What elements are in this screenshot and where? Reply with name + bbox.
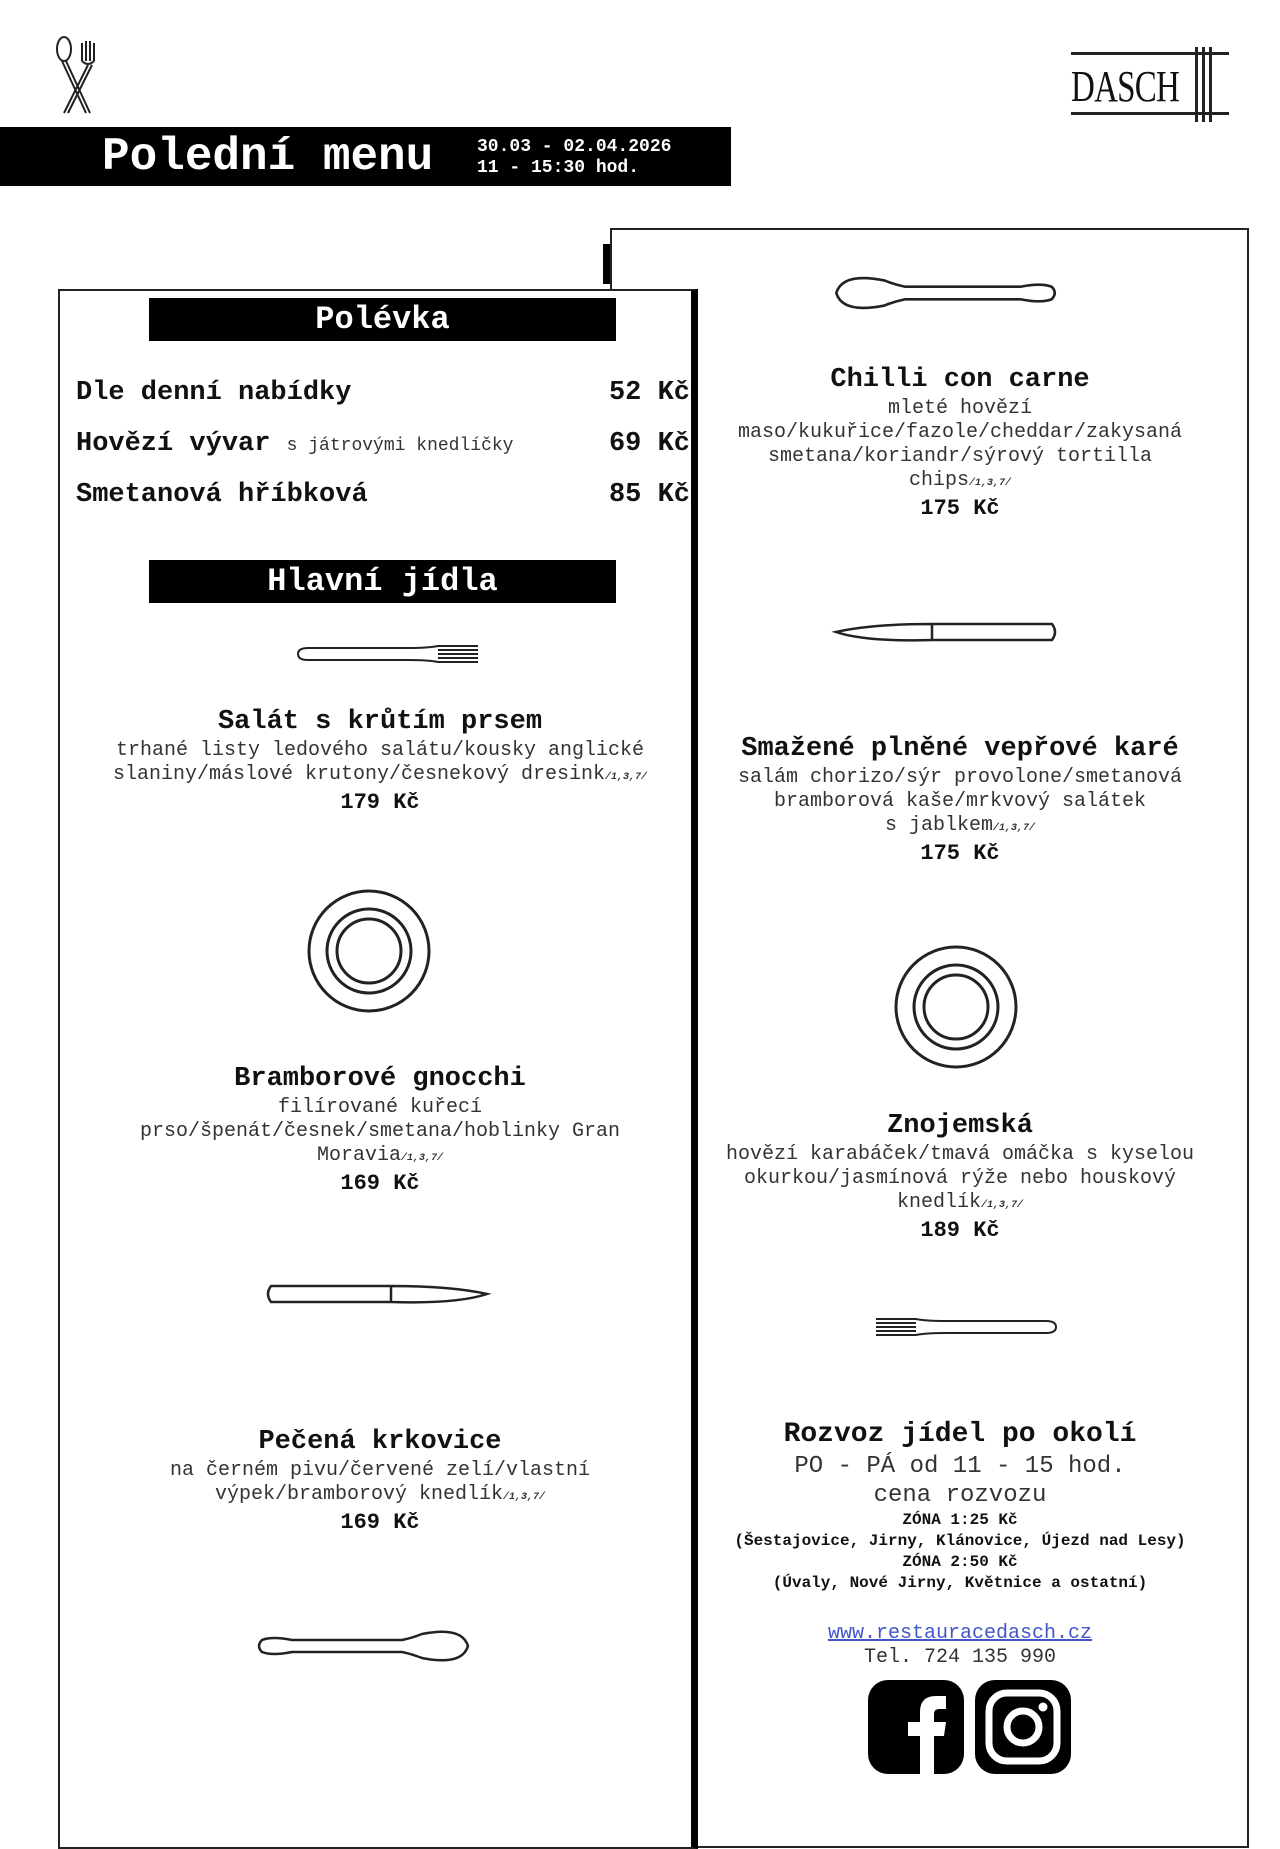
fork-icon: [870, 1313, 1062, 1341]
cutlery-icon: [50, 35, 108, 115]
plate-icon: [305, 887, 433, 1015]
menu-item: Znojemská hovězí karabáček/tmavá omáčka s kyselou okurkou/jasmínová rýže nebo houskový knedlík/1,3,7/ 189 Kč: [725, 1111, 1195, 1243]
menu-item: Bramborové gnocchi filírované kuřecí prso/špenát/česnek/smetana/hoblinky Gran Moravia/1,3,7/ 169 Kč: [139, 1064, 621, 1196]
page-title: Polední menu: [102, 131, 434, 183]
spoon-icon: [832, 270, 1058, 316]
instagram-icon[interactable]: [975, 1680, 1071, 1774]
phone-number: Tel. 724 135 990: [863, 1646, 1057, 1669]
knife-icon: [830, 614, 1058, 648]
knife-icon: [265, 1276, 493, 1310]
menu-item: Pečená krkovice na černém pivu/červené zelí/vlastní výpek/bramborový knedlík/1,3,7/ 169 Kč: [169, 1427, 591, 1535]
menu-dates: 30.03 - 02.04.2026 11 - 15:30 hod.: [477, 137, 672, 178]
menu-banner: [0, 127, 731, 186]
spoon-icon: [256, 1624, 472, 1668]
menu-item: Smažené plněné vepřové karé salám chorizo/sýr provolone/smetanová bramborová kaše/mrkvový salátek s jablkem/1,3,7/ 175 Kč: [737, 734, 1183, 866]
soup-heading: Polévka: [149, 298, 616, 341]
menu-item: Salát s krůtím prsem trhané listy ledového salátu/kousky anglické slaniny/máslové krutony/česnekový dresink/1,3,7/ 179 Kč: [112, 707, 648, 815]
website-link[interactable]: www.restauracedasch.cz: [827, 1622, 1093, 1645]
box-shadow: [603, 244, 610, 284]
facebook-icon[interactable]: [868, 1680, 964, 1774]
menu-item: Chilli con carne mleté hovězí maso/kukuřice/fazole/cheddar/zakysaná smetana/koriandr/sýrový tortilla chips/1,3,7/ 175 Kč: [737, 365, 1183, 521]
plate-icon: [892, 943, 1020, 1071]
dasch-logo: DASCH: [1071, 47, 1231, 122]
fork-icon: [294, 640, 482, 668]
soup-item: Smetanová hříbková 85 Kč: [76, 480, 690, 510]
delivery-info: Rozvoz jídel po okolí PO - PÁ od 11 - 15 hod. cena rozvozu ZÓNA 1:25 Kč (Šestajovice, Jirny, Klánovice, Újezd nad Lesy) ZÓNA 2:50 Kč (Úvaly, Nové Jirny, Květnice a ostatní) www.restauracedasch.cz Tel. 724 135 990: [700, 1418, 1220, 1670]
soup-item: Dle denní nabídky 52 Kč: [76, 378, 690, 408]
soup-item: Hovězí vývar s játrovými knedlíčky 69 Kč: [76, 429, 690, 459]
mains-heading: Hlavní jídla: [149, 560, 616, 603]
